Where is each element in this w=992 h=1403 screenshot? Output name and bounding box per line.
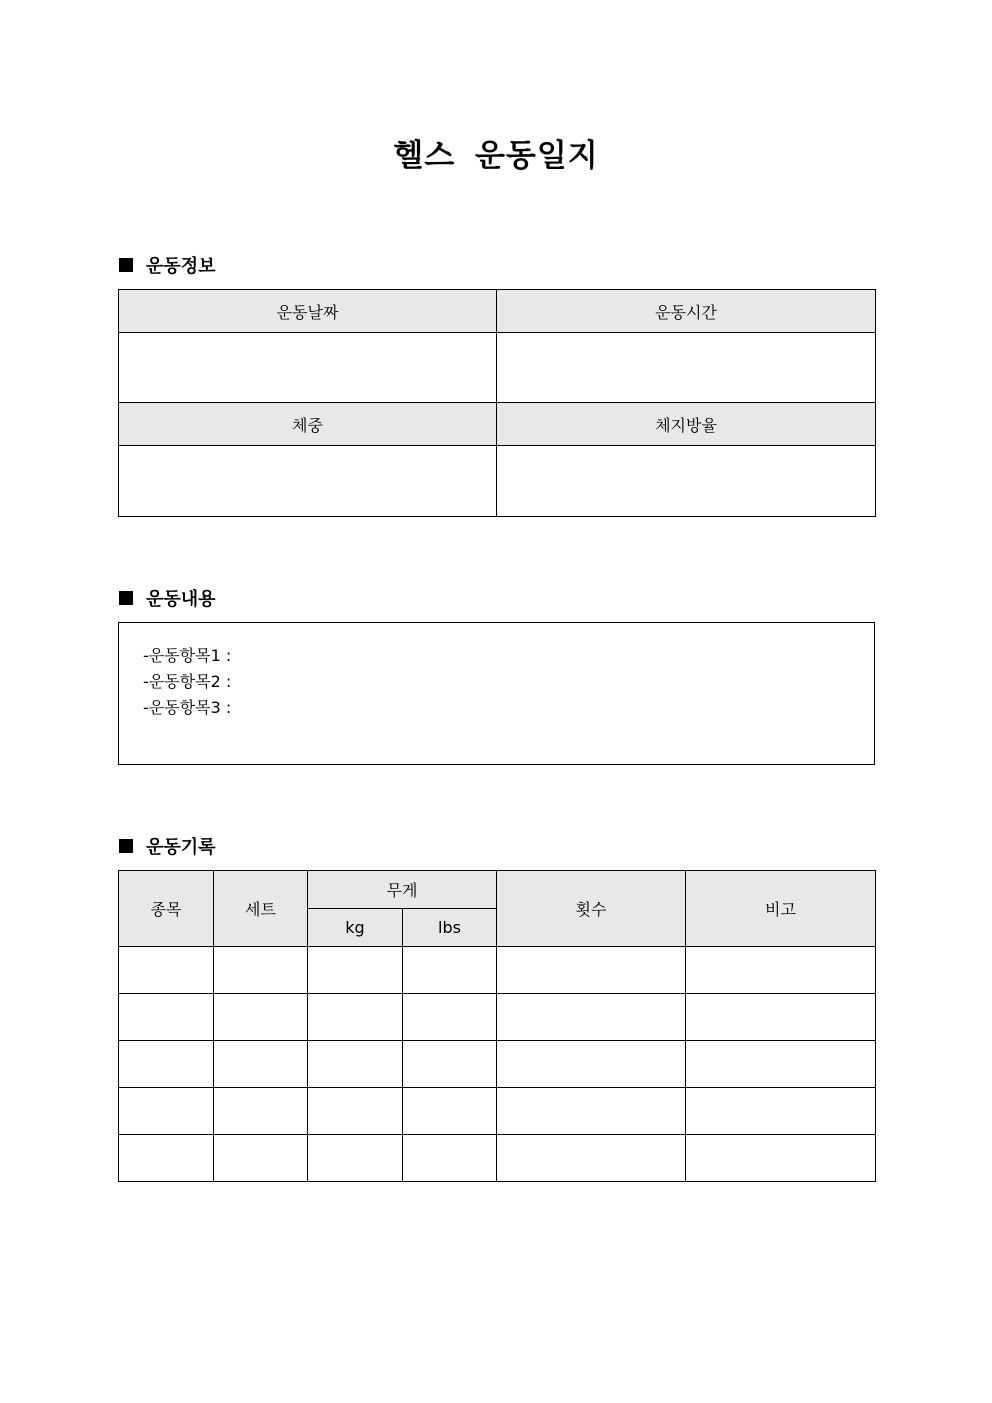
header-weight: 무게 bbox=[308, 871, 497, 909]
header-body-weight: 체중 bbox=[119, 403, 497, 446]
item-cell[interactable] bbox=[119, 1041, 214, 1088]
item-cell[interactable] bbox=[119, 947, 214, 994]
exercise-content-box[interactable] bbox=[118, 622, 875, 765]
exercise-item-list bbox=[143, 643, 231, 721]
exercise-date-field[interactable] bbox=[119, 333, 497, 403]
table-row bbox=[119, 1088, 876, 1135]
section-heading-info-label: 운동정보 bbox=[146, 256, 216, 277]
note-cell[interactable] bbox=[686, 1088, 876, 1135]
header-set: 세트 bbox=[214, 871, 308, 947]
section-heading-record-label: 운동기록 bbox=[146, 837, 216, 858]
lbs-cell[interactable] bbox=[403, 1135, 497, 1182]
section-heading-info bbox=[119, 253, 216, 277]
exercise-info-table bbox=[118, 289, 876, 517]
table-row bbox=[119, 1135, 876, 1182]
set-cell[interactable] bbox=[214, 1041, 308, 1088]
lbs-cell[interactable] bbox=[403, 1041, 497, 1088]
item-cell[interactable] bbox=[119, 994, 214, 1041]
header-item: 종목 bbox=[119, 871, 214, 947]
square-bullet-icon bbox=[119, 839, 133, 853]
note-cell[interactable] bbox=[686, 994, 876, 1041]
exercise-item-3: -운동항목3 : bbox=[143, 698, 232, 717]
header-lbs: lbs bbox=[403, 909, 497, 947]
exercise-time-field[interactable] bbox=[497, 333, 876, 403]
kg-cell[interactable] bbox=[308, 994, 403, 1041]
table-row bbox=[119, 994, 876, 1041]
header-kg: kg bbox=[308, 909, 403, 947]
header-body-fat: 체지방율 bbox=[497, 403, 876, 446]
lbs-cell[interactable] bbox=[403, 994, 497, 1041]
note-cell[interactable] bbox=[686, 1041, 876, 1088]
section-heading-content-label: 운동내용 bbox=[146, 589, 216, 610]
header-exercise-time: 운동시간 bbox=[497, 290, 876, 333]
square-bullet-icon bbox=[119, 591, 133, 605]
reps-cell[interactable] bbox=[497, 994, 686, 1041]
section-heading-content bbox=[119, 586, 216, 610]
lbs-cell[interactable] bbox=[403, 947, 497, 994]
body-weight-field[interactable] bbox=[119, 446, 497, 517]
kg-cell[interactable] bbox=[308, 947, 403, 994]
section-heading-record bbox=[119, 834, 216, 858]
lbs-cell[interactable] bbox=[403, 1088, 497, 1135]
reps-cell[interactable] bbox=[497, 1135, 686, 1182]
header-reps: 횟수 bbox=[497, 871, 686, 947]
exercise-record-table bbox=[118, 870, 876, 1182]
kg-cell[interactable] bbox=[308, 1135, 403, 1182]
kg-cell[interactable] bbox=[308, 1088, 403, 1135]
square-bullet-icon bbox=[119, 258, 133, 272]
table-row bbox=[119, 947, 876, 994]
set-cell[interactable] bbox=[214, 1135, 308, 1182]
item-cell[interactable] bbox=[119, 1088, 214, 1135]
reps-cell[interactable] bbox=[497, 1041, 686, 1088]
kg-cell[interactable] bbox=[308, 1041, 403, 1088]
exercise-item-1: -운동항목1 : bbox=[143, 646, 232, 665]
reps-cell[interactable] bbox=[497, 1088, 686, 1135]
note-cell[interactable] bbox=[686, 1135, 876, 1182]
page-title: 헬스 운동일지 bbox=[393, 138, 599, 174]
item-cell[interactable] bbox=[119, 1135, 214, 1182]
header-exercise-date: 운동날짜 bbox=[119, 290, 497, 333]
set-cell[interactable] bbox=[214, 1088, 308, 1135]
exercise-item-2: -운동항목2 : bbox=[143, 672, 232, 691]
table-row bbox=[119, 1041, 876, 1088]
reps-cell[interactable] bbox=[497, 947, 686, 994]
header-note: 비고 bbox=[686, 871, 876, 947]
record-rows bbox=[119, 947, 876, 1182]
set-cell[interactable] bbox=[214, 947, 308, 994]
note-cell[interactable] bbox=[686, 947, 876, 994]
body-fat-field[interactable] bbox=[497, 446, 876, 517]
set-cell[interactable] bbox=[214, 994, 308, 1041]
